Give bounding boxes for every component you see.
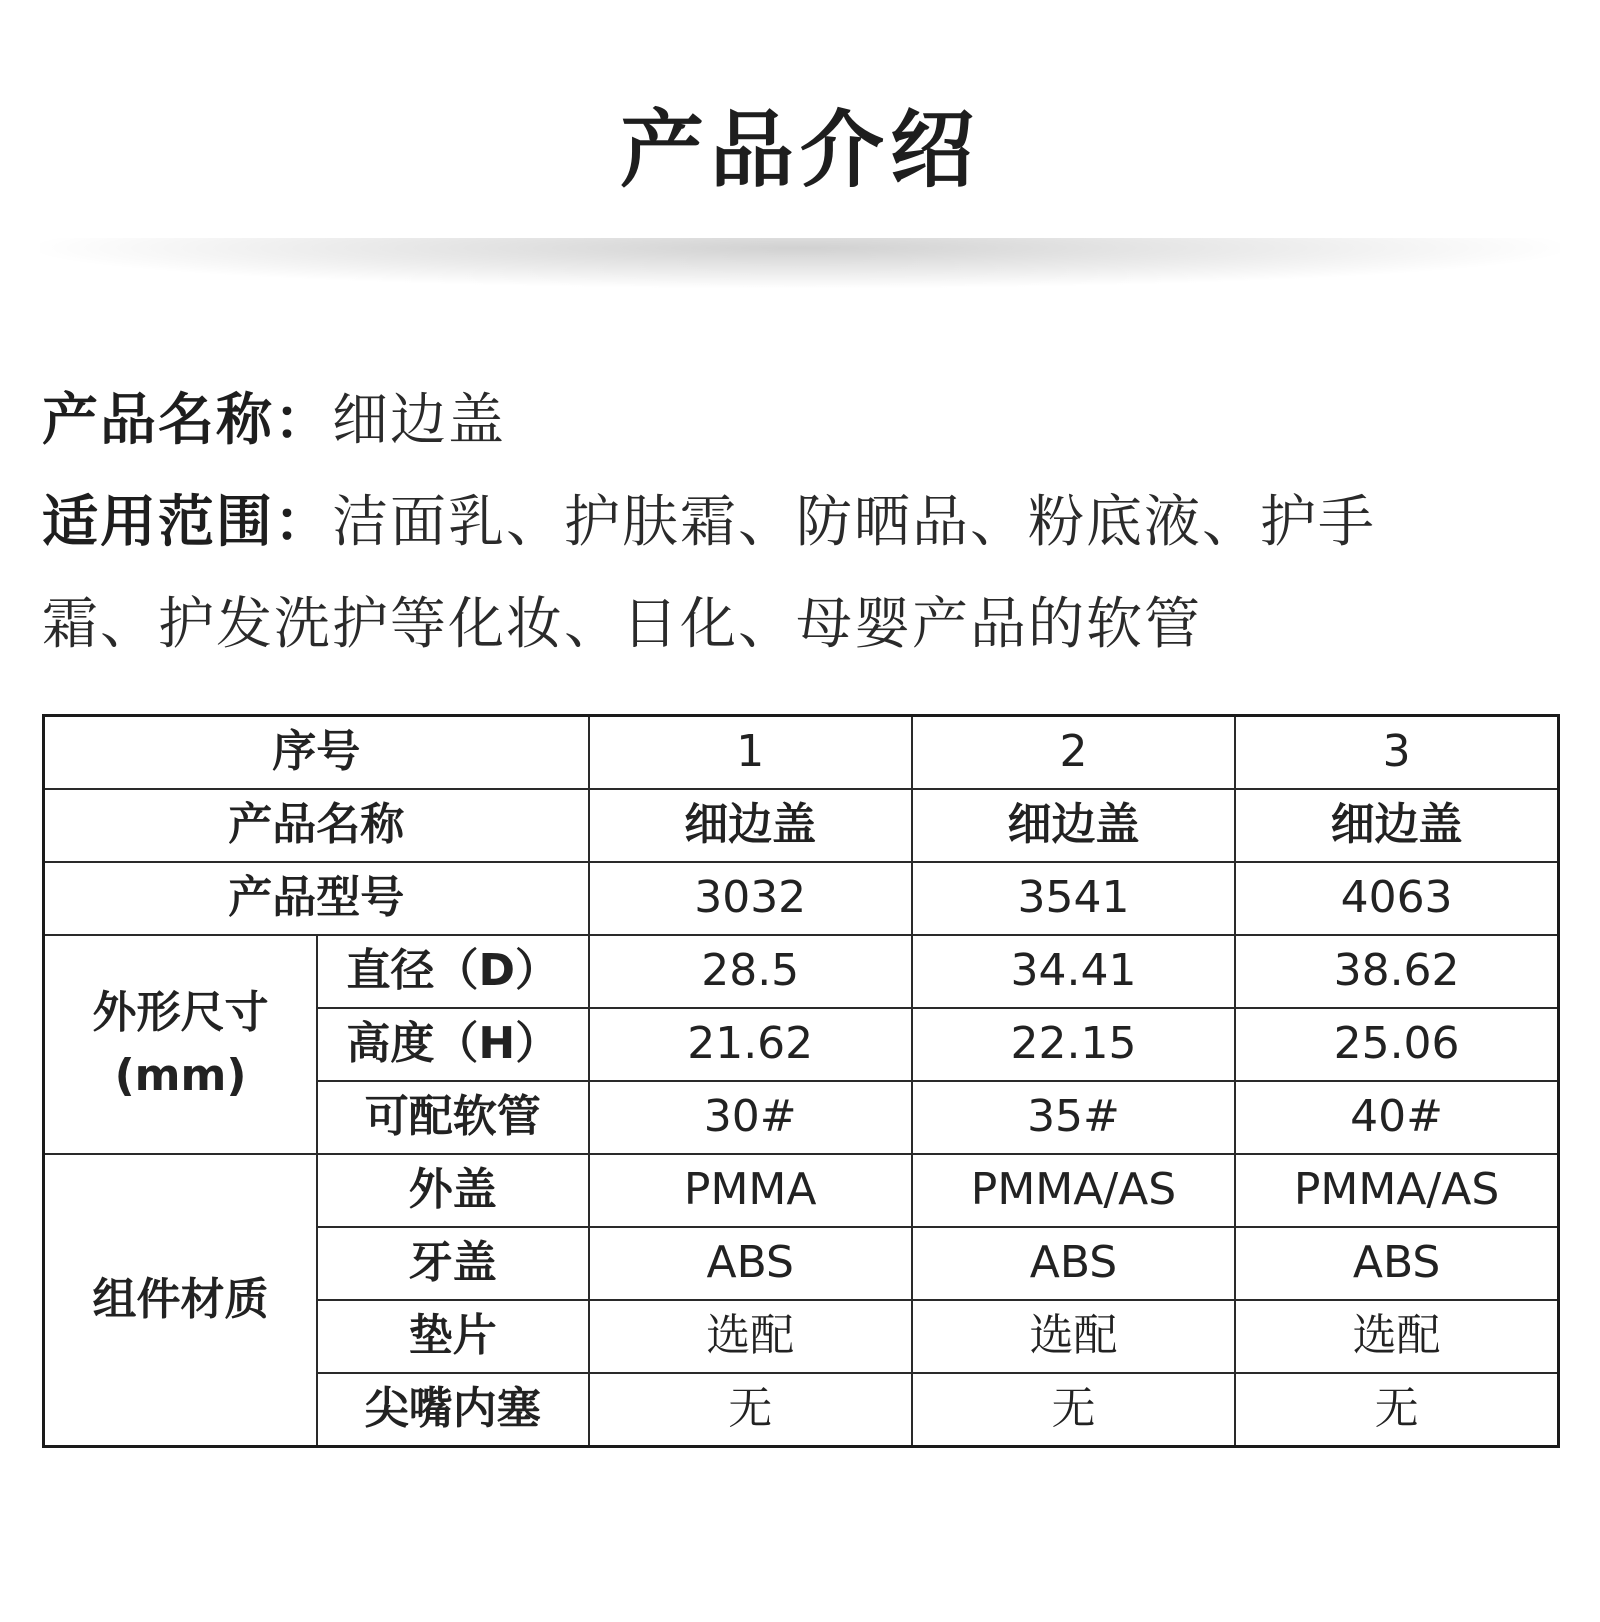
table-cell: PMMA/AS [912,1154,1235,1227]
table-cell: PMMA [589,1154,912,1227]
table-row-serial [44,716,1559,790]
page-title: 产品介绍 [619,101,980,199]
table-cell: 34.41 [912,935,1235,1008]
table-row-product-model [44,862,1559,935]
table-row-outer-cap [44,1154,1559,1227]
materials-group-label: 组件材质 [44,1154,318,1447]
table-cell: 细边盖 [912,789,1235,862]
table-cell: 无 [1235,1373,1558,1447]
dimensions-group-label [44,935,318,1154]
table-cell: 细边盖 [589,789,912,862]
table-cell: 22.15 [912,1008,1235,1081]
product-name-value: 细边盖 [332,388,506,453]
serial-label: 序号 [44,716,589,790]
product-intro [42,370,1562,676]
table-cell: 21.62 [589,1008,912,1081]
scope-value-line2: 霜、护发洗护等化妆、日化、母婴产品的软管 [42,592,1202,657]
product-name-row-label: 产品名称 [44,789,589,862]
gasket-label: 垫片 [317,1300,588,1373]
table-cell: 40# [1235,1081,1558,1154]
scope-line-continued [42,574,1562,676]
table-cell: 35# [912,1081,1235,1154]
table-cell: 细边盖 [1235,789,1558,862]
table-cell: 30# [589,1081,912,1154]
table-cell: 28.5 [589,935,912,1008]
serial-col-1: 1 [589,716,912,790]
height-label: 高度（H） [317,1008,588,1081]
table-cell: 选配 [912,1300,1235,1373]
product-name-label: 产品名称： [42,388,332,453]
scope-label: 适用范围： [42,490,332,555]
table-cell: 无 [912,1373,1235,1447]
table-cell: ABS [912,1227,1235,1300]
table-cell: ABS [589,1227,912,1300]
table-cell: 选配 [1235,1300,1558,1373]
table-cell: 25.06 [1235,1008,1558,1081]
dimensions-group-title: 外形尺寸 [92,987,269,1039]
table-row-product-name [44,789,1559,862]
table-row-diameter [44,935,1559,1008]
table-cell: 3032 [589,862,912,935]
serial-col-2: 2 [912,716,1235,790]
diameter-label: 直径（D） [317,935,588,1008]
table-cell: 无 [589,1373,912,1447]
dimensions-group-unit: (mm) [114,1049,247,1101]
tube-label: 可配软管 [317,1081,588,1154]
scope-line [42,472,1562,574]
outer-cap-label: 外盖 [317,1154,588,1227]
table-cell: 选配 [589,1300,912,1373]
nozzle-plug-label: 尖嘴内塞 [317,1373,588,1447]
spec-table [42,714,1560,1448]
table-cell: 4063 [1235,862,1558,935]
table-cell: ABS [1235,1227,1558,1300]
serial-col-3: 3 [1235,716,1558,790]
product-model-row-label: 产品型号 [44,862,589,935]
product-name-line [42,370,1562,472]
scope-value-line1: 洁面乳、护肤霜、防晒品、粉底液、护手 [332,490,1376,555]
thread-cap-label: 牙盖 [317,1227,588,1300]
title-divider-shadow [40,238,1560,288]
table-cell: 38.62 [1235,935,1558,1008]
table-cell: 3541 [912,862,1235,935]
table-cell: PMMA/AS [1235,1154,1558,1227]
